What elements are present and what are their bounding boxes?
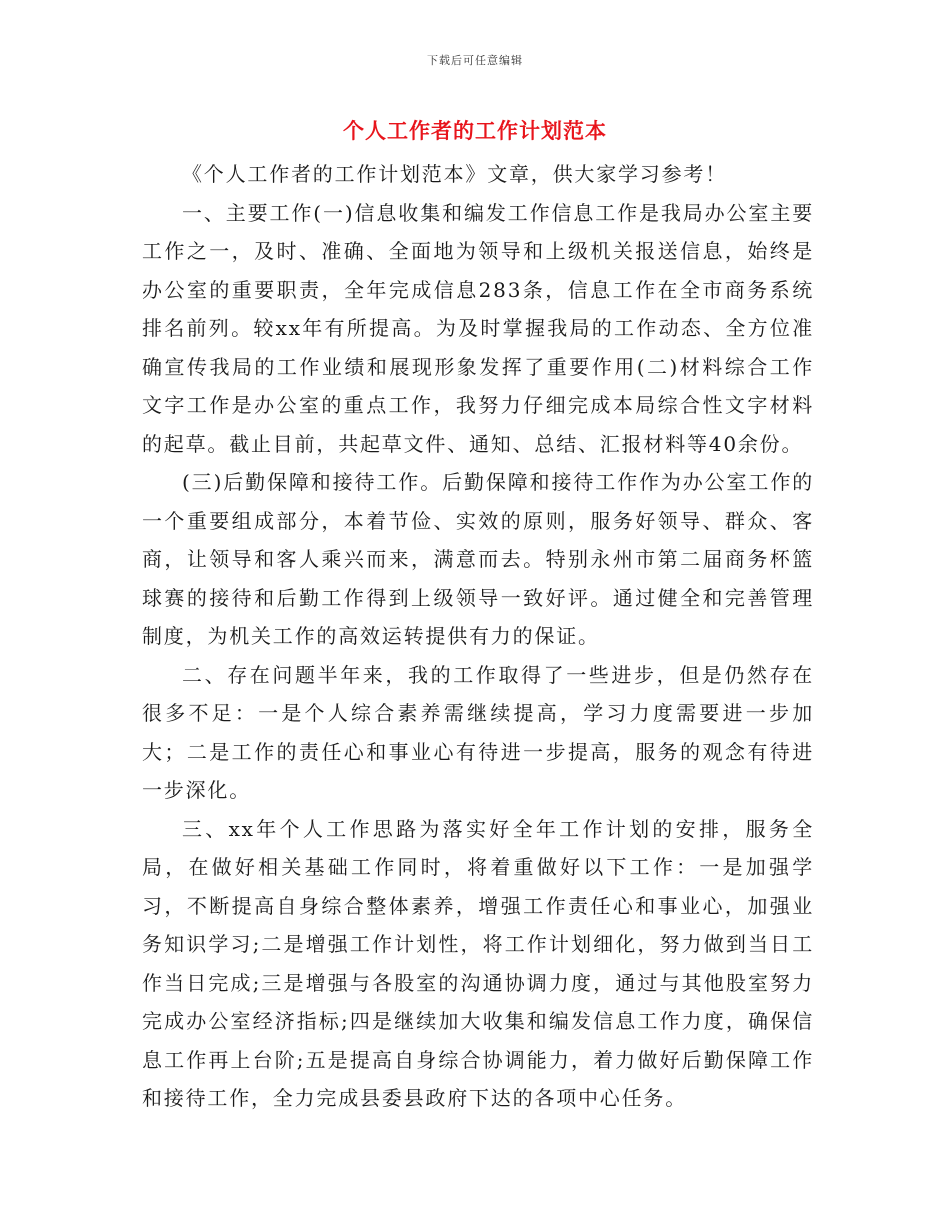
- paragraph-problems: 二、存在问题半年来，我的工作取得了一些进步，但是仍然存在很多不足：一是个人综合素养需继续提高，学习力度需要进一步加大；二是工作的责任心和事业心有待进一步提高，服务的观念有待进一步深化。: [142, 662, 814, 802]
- document-body: [142, 155, 814, 1118]
- paragraph-logistics: (三)后勤保障和接待工作。后勤保障和接待工作作为办公室工作的一个重要组成部分，本着节俭、实效的原则，服务好领导、群众、客商，让领导和客人乘兴而来，满意而去。特别永州市第二届商务杯篮球赛的接待和后勤工作得到上级领导一致好评。通过健全和完善管理制度，为机关工作的高效运转提供有力的保证。: [142, 470, 814, 648]
- paragraph-plan: 三、xx年个人工作思路为落实好全年工作计划的安排，服务全局，在做好相关基础工作同时，将着重做好以下工作：一是加强学习，不断提高自身综合整体素养，增强工作责任心和事业心，加强业务知识学习;二是增强工作计划性，将工作计划细化，努力做到当日工作当日完成;三是增强与各股室的沟通协调力度，通过与其他股室努力完成办公室经济指标;四是继续加大收集和编发信息工作力度，确保信息工作再上台阶;五是提高自身综合协调能力，着力做好后勤保障工作和接待工作，全力完成县委县政府下达的各项中心任务。: [142, 816, 814, 1110]
- paragraph-intro: 《个人工作者的工作计划范本》文章，供大家学习参考！: [182, 162, 727, 186]
- document-title: 个人工作者的工作计划范本: [343, 118, 607, 143]
- header-note: 下载后可任意编辑: [427, 54, 523, 67]
- paragraph-main-work: 一、主要工作(一)信息收集和编发工作信息工作是我局办公室主要工作之一，及时、准确、全面地为领导和上级机关报送信息，始终是办公室的重要职责，全年完成信息283条，信息工作在全市商务系统排名前列。较xx年有所提高。为及时掌握我局的工作动态、全方位准确宣传我局的工作业绩和展现形象发挥了重要作用(二)材料综合工作文字工作是办公室的重点工作，我努力仔细完成本局综合性文字材料的起草。截止目前，共起草文件、通知、总结、汇报材料等40余份。: [142, 200, 814, 456]
